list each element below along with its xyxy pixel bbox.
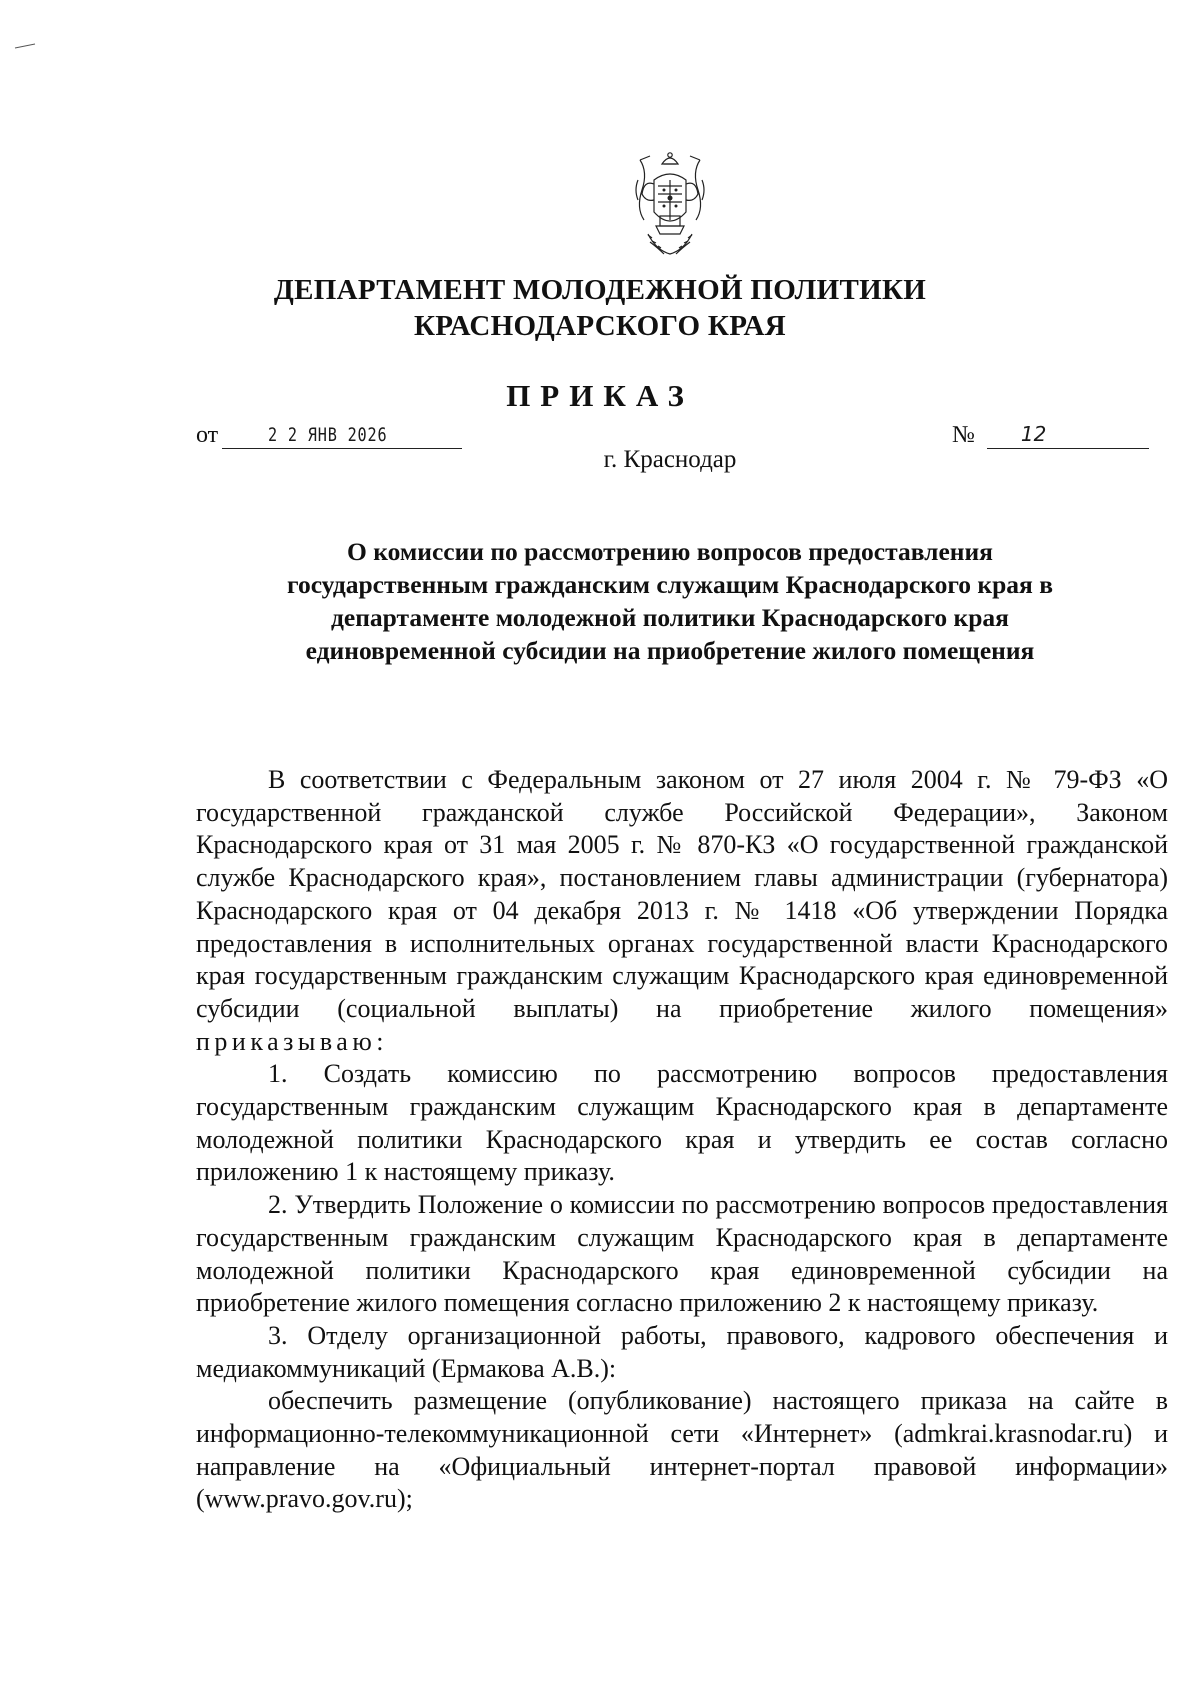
date-field: [196, 420, 462, 449]
document-body: [196, 764, 1168, 1516]
order-word: приказываю:: [196, 1026, 388, 1056]
department-name-line1: ДЕПАРТАМЕНТ МОЛОДЕЖНОЙ ПОЛИТИКИ: [273, 274, 927, 306]
number-field: [952, 420, 1149, 449]
document-title: О комиссии по рассмотрению вопросов предоставления государственным гражданским служащим Краснодарского края в департаменте молодежной политики Краснодарского края единовременной субсидии на приобретение жилого помещения: [287, 537, 1053, 665]
number-prefix: №: [952, 422, 975, 448]
department-name-line2: КРАСНОДАРСКОГО КРАЯ: [413, 310, 787, 342]
item-3-subitem-1: обеспечить размещение (опубликование) настоящего приказа на сайте в информационно-телекоммуникационной сети «Интернет» (admkrai.krasnodar.ru) и направление на «Официальный интернет-портал правовой информации» (www.pravo.gov.ru);: [196, 1386, 1168, 1514]
document-type: ПРИКАЗ: [506, 378, 694, 413]
city: г. Краснодар: [603, 446, 737, 473]
handwritten-number: 12: [1020, 422, 1047, 446]
date-stamp: 2 2 ЯНВ 2026: [268, 424, 388, 446]
preamble-text: В соответствии с Федеральным законом от 27 июля 2004 г. № 79-ФЗ «О государственной гражданской службе Российской Федерации», Законом Краснодарского края от 31 мая 2005 г. № 870-КЗ «О государственной гражданской службе Краснодарского края», постановлением главы администрации (губернатора) Краснодарского края от 04 декабря 2013 г. № 1418 «Об утверждении Порядка предоставления в исполнительных органах государственной власти Краснодарского края государственным гражданским служащим Краснодарского края единовременной субсидии (социальной выплаты) на приобретение жилого помещения»: [196, 765, 1168, 1023]
preamble-paragraph: [196, 764, 1168, 1058]
number-line: [987, 420, 1149, 449]
scan-mark: [14, 42, 36, 50]
date-prefix: от: [196, 422, 219, 448]
item-2: 2. Утвердить Положение о комиссии по рассмотрению вопросов предоставления государственным гражданским служащим Краснодарского края в департаменте молодежной политики Краснодарского края единовременной субсидии на приобретение жилого помещения согласно приложению 2 к настоящему приказу.: [196, 1190, 1168, 1318]
item-3: 3. Отделу организационной работы, правового, кадрового обеспечения и медиакоммуникаций (Ермакова А.В.):: [196, 1320, 1168, 1383]
item-1: 1. Создать комиссию по рассмотрению вопросов предоставления государственным гражданским служащим Краснодарского края в департаменте молодежной политики Краснодарского края и утвердить ее состав согласно приложению 1 к настоящему приказу.: [196, 1059, 1168, 1187]
date-line: [222, 420, 462, 449]
coat-of-arms-emblem: [630, 150, 710, 258]
